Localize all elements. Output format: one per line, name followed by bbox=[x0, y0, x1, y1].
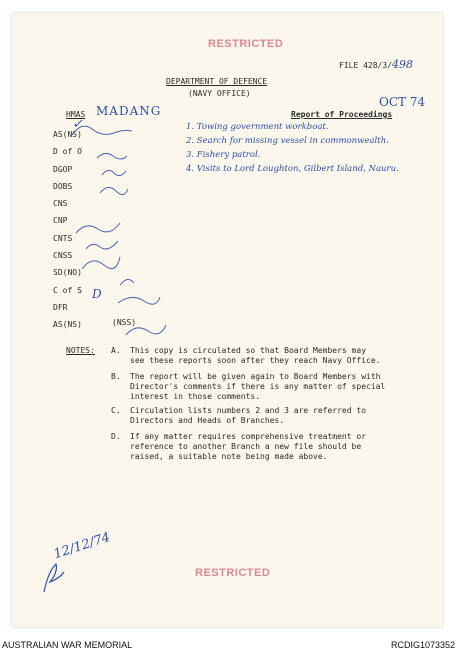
initials-nss: (NSS) bbox=[112, 318, 137, 327]
handwritten-item: 4. Visits to Lord Loughton, Gilbert Island, Nauru. bbox=[186, 164, 399, 174]
distribution-entry: AS(NS) bbox=[53, 320, 82, 330]
notes-label: NOTES: bbox=[66, 346, 95, 355]
handwritten-item: 2. Search for missing vessel in commonwealth. bbox=[186, 136, 389, 146]
footer-left: AUSTRALIAN WAR MEMORIAL bbox=[2, 640, 133, 650]
handwritten-items-list bbox=[186, 120, 399, 176]
ship-name: MADANG bbox=[96, 104, 162, 118]
file-number-handwritten: 498 bbox=[392, 58, 413, 71]
note-d-letter: D. bbox=[111, 432, 121, 441]
footer-right: RCDIG1073352 bbox=[390, 640, 455, 650]
initials-as-ns: ✓ bbox=[72, 117, 83, 132]
ship-prefix: HMAS bbox=[66, 110, 86, 119]
note-a-letter: A. bbox=[111, 346, 121, 355]
distribution-entry: CNSS bbox=[53, 251, 73, 261]
distribution-entry: DOBS bbox=[53, 181, 73, 191]
file-number: 428/3/ bbox=[363, 61, 392, 70]
report-date: OCT 74 bbox=[379, 95, 426, 109]
note-a-text: This copy is circulated so that Board Members may see these reports soon after they reach Navy Office. bbox=[130, 346, 381, 365]
distribution-entry: CNP bbox=[53, 216, 68, 226]
note-c-text: Circulation lists numbers 2 and 3 are referred to Directors and Heads of Branches. bbox=[130, 406, 367, 425]
note-d-text: If any matter requires comprehensive treatment or reference to another Branch a new file should be raised, a suitable note being made above. bbox=[130, 432, 367, 461]
signature-mark bbox=[38, 558, 68, 598]
restricted-stamp-bottom: RESTRICTED bbox=[195, 567, 271, 579]
file-reference bbox=[339, 58, 413, 71]
handwritten-item: 3. Fishery patrol. bbox=[186, 150, 261, 160]
distribution-entry: DGOP bbox=[53, 164, 73, 174]
distribution-entry: AS(NS) bbox=[53, 130, 82, 139]
note-b-text: The report will be given again to Board Members with Director's comments if there is any matter of special interest in those comments. bbox=[130, 372, 386, 401]
initials-dfr: D bbox=[92, 287, 102, 301]
handwritten-item: 1. Towing government workboat. bbox=[186, 122, 329, 132]
distribution-entry: C of S bbox=[53, 285, 82, 295]
distribution-entry: SD(NO) bbox=[53, 268, 82, 278]
note-c-letter: C. bbox=[111, 406, 121, 415]
handwritten-initials-marks bbox=[52, 113, 172, 343]
distribution-entry: CNS bbox=[53, 199, 68, 209]
note-b-letter: B. bbox=[111, 372, 121, 381]
office-heading: (NAVY OFFICE) bbox=[188, 89, 251, 98]
restricted-stamp-top: RESTRICTED bbox=[208, 38, 284, 50]
distribution-entry: CNTS bbox=[53, 233, 73, 243]
file-label: FILE bbox=[339, 61, 359, 70]
department-heading: DEPARTMENT OF DEFENCE bbox=[166, 77, 268, 86]
report-title: Report of Proceedings bbox=[291, 110, 393, 119]
document-page bbox=[12, 13, 443, 627]
distribution-entry: D of O bbox=[53, 147, 82, 157]
distribution-entry: DFR bbox=[53, 302, 68, 312]
signature-date: 12/12/74 bbox=[52, 529, 113, 563]
